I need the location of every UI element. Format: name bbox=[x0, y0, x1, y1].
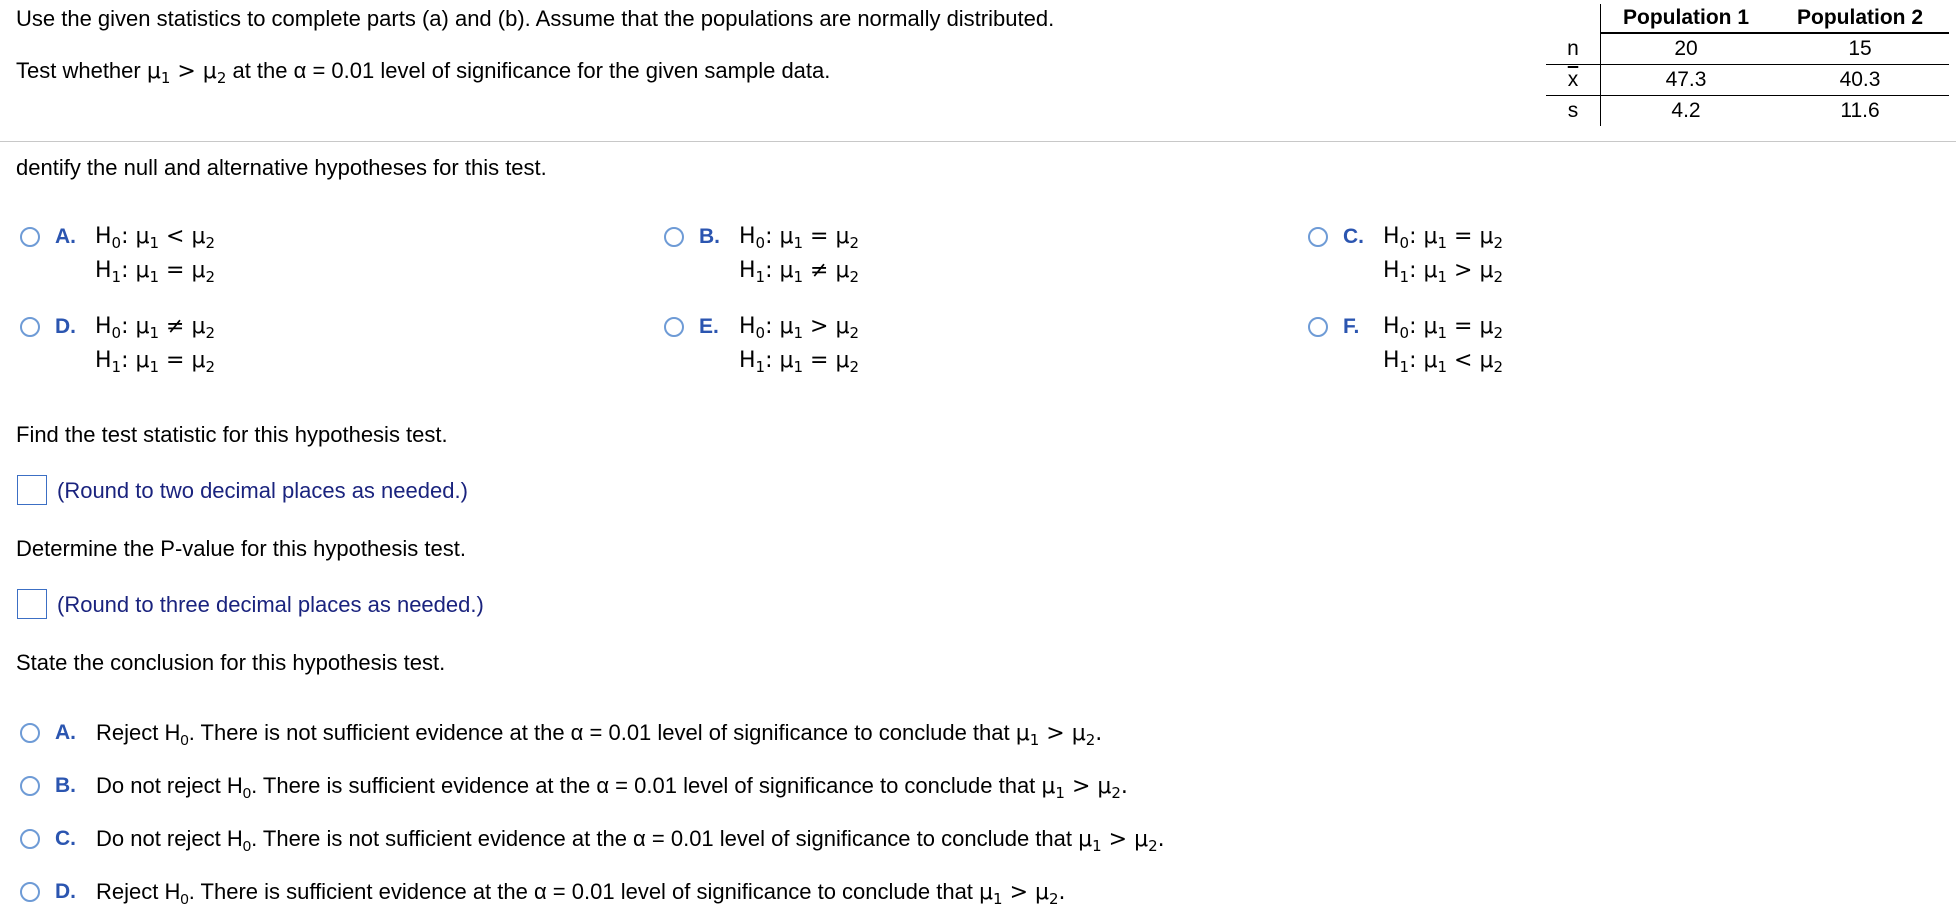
hypothesis-h0: $H_0$: $\mu_1 < \mu_2$ bbox=[95, 224, 216, 252]
table-header-blank bbox=[1546, 4, 1601, 33]
option-letter: A. bbox=[55, 721, 76, 744]
hypothesis-h0: $H_0$: $\mu_1 \ne \mu_2$ bbox=[95, 314, 216, 342]
cell-xbar-pop2: 40.3 bbox=[1771, 65, 1949, 96]
conclusion-prompt: State the conclusion for this hypothesis test. bbox=[16, 650, 446, 675]
hypothesis-h1: $H_1$: $\mu_1 = \mu_2$ bbox=[739, 348, 860, 376]
conclusion-text: Reject $H_0$. There is sufficient evidence at the α = 0.01 level of significance to conclude that $\mu_1 > \mu_2$. bbox=[96, 879, 1066, 908]
section-divider bbox=[0, 141, 1956, 142]
option-letter: E. bbox=[699, 315, 719, 338]
hypothesis-h0: $H_0$: $\mu_1 = \mu_2$ bbox=[1383, 224, 1504, 252]
radio-button[interactable] bbox=[20, 829, 40, 849]
radio-button[interactable] bbox=[664, 317, 684, 337]
radio-button[interactable] bbox=[1308, 227, 1328, 247]
table-row bbox=[1546, 96, 1949, 127]
test-claim-text: Test whether $\mu_1 > \mu_2$ at the α = 0.01 level of significance for the given sample data. bbox=[16, 58, 831, 87]
hypothesis-h1: $H_1$: $\mu_1 = \mu_2$ bbox=[95, 258, 216, 286]
p-value-input[interactable] bbox=[17, 589, 47, 619]
hypothesis-h1: $H_1$: $\mu_1 = \mu_2$ bbox=[95, 348, 216, 376]
radio-button[interactable] bbox=[20, 227, 40, 247]
hypotheses-prompt: dentify the null and alternative hypotheses for this test. bbox=[16, 155, 547, 180]
option-letter: B. bbox=[55, 774, 76, 797]
hypothesis-h0: $H_0$: $\mu_1 = \mu_2$ bbox=[739, 224, 860, 252]
hypothesis-h0: $H_0$: $\mu_1 = \mu_2$ bbox=[1383, 314, 1504, 342]
row-label-s: s bbox=[1546, 96, 1601, 127]
option-letter: C. bbox=[55, 827, 76, 850]
option-letter: C. bbox=[1343, 225, 1364, 248]
conclusion-text: Reject $H_0$. There is not sufficient evidence at the α = 0.01 level of significance to conclude that $\mu_1 > \mu_2$. bbox=[96, 720, 1103, 749]
hypothesis-h1: $H_1$: $\mu_1 > \mu_2$ bbox=[1383, 258, 1504, 286]
option-letter: D. bbox=[55, 880, 76, 903]
radio-button[interactable] bbox=[664, 227, 684, 247]
row-label-xbar: $\overline{x}$ bbox=[1546, 65, 1601, 96]
hypothesis-h1: $H_1$: $\mu_1 \ne \mu_2$ bbox=[739, 258, 860, 286]
option-letter: B. bbox=[699, 225, 720, 248]
radio-button[interactable] bbox=[20, 723, 40, 743]
test-statistic-prompt: Find the test statistic for this hypothesis test. bbox=[16, 422, 448, 447]
table-header-pop1: Population 1 bbox=[1601, 4, 1772, 33]
option-letter: A. bbox=[55, 225, 76, 248]
cell-n-pop2: 15 bbox=[1771, 33, 1949, 65]
instruction-text: Use the given statistics to complete parts (a) and (b). Assume that the populations are normally distributed. bbox=[16, 6, 1055, 31]
radio-button[interactable] bbox=[20, 776, 40, 796]
cell-s-pop1: 4.2 bbox=[1671, 99, 1701, 122]
cell-n-pop1: 20 bbox=[1601, 33, 1772, 65]
radio-button[interactable] bbox=[20, 317, 40, 337]
p-value-hint: (Round to three decimal places as needed.) bbox=[57, 592, 484, 617]
conclusion-text: Do not reject $H_0$. There is not sufficient evidence at the α = 0.01 level of significance to conclude that $\mu_1 > \mu_2$. bbox=[96, 826, 1165, 855]
row-label-n: n bbox=[1546, 33, 1601, 65]
conclusion-text: Do not reject $H_0$. There is sufficient evidence at the α = 0.01 level of significance to conclude that $\mu_1 > \mu_2$. bbox=[96, 773, 1128, 802]
radio-button[interactable] bbox=[1308, 317, 1328, 337]
option-letter: F. bbox=[1343, 315, 1360, 338]
cell-xbar-pop1: 47.3 bbox=[1601, 65, 1772, 96]
test-statistic-input[interactable] bbox=[17, 475, 47, 505]
hypothesis-h0: $H_0$: $\mu_1 > \mu_2$ bbox=[739, 314, 860, 342]
p-value-prompt: Determine the P-value for this hypothesis test. bbox=[16, 536, 466, 561]
test-statistic-hint: (Round to two decimal places as needed.) bbox=[57, 478, 468, 503]
radio-button[interactable] bbox=[20, 882, 40, 902]
statistics-table bbox=[1546, 4, 1949, 126]
table-row bbox=[1546, 65, 1949, 96]
option-letter: D. bbox=[55, 315, 76, 338]
hypothesis-h1: $H_1$: $\mu_1 < \mu_2$ bbox=[1383, 348, 1504, 376]
cell-s-pop2: 11.6 bbox=[1840, 99, 1880, 122]
table-row bbox=[1546, 33, 1949, 65]
table-header-pop2: Population 2 bbox=[1771, 4, 1949, 33]
